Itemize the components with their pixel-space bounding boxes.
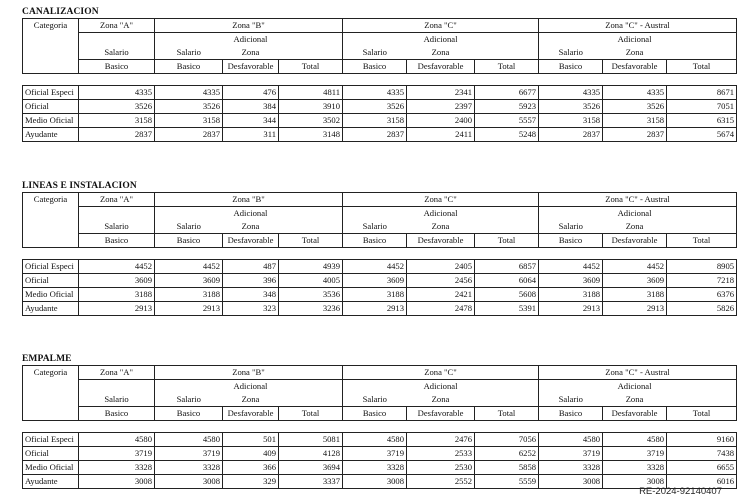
- value-cell: 5608: [475, 288, 539, 302]
- value-cell: 6315: [667, 114, 737, 128]
- header-salario: Salario: [155, 393, 223, 407]
- zone-header: Zona "C" - Austral: [539, 19, 737, 33]
- header-categoria: Categoria: [23, 193, 79, 248]
- header-salario: Salario: [155, 46, 223, 60]
- value-cell: 4128: [279, 447, 343, 461]
- header-total: Total: [475, 407, 539, 421]
- value-cell: 2478: [407, 302, 475, 316]
- value-cell: 4335: [343, 86, 407, 100]
- value-cell: 2913: [539, 302, 603, 316]
- value-cell: 2405: [407, 260, 475, 274]
- spacer-cell: [343, 248, 407, 260]
- header-blank: [475, 207, 539, 221]
- zone-header: Zona "B": [155, 193, 343, 207]
- header-blank: [475, 33, 539, 47]
- value-cell: 7438: [667, 447, 737, 461]
- header-salario: Salario: [155, 220, 223, 234]
- section-title: CANALIZACION: [22, 7, 99, 17]
- value-cell: 5858: [475, 461, 539, 475]
- header-desfavorable: Desfavorable: [603, 60, 667, 74]
- value-cell: 3328: [343, 461, 407, 475]
- spacer-cell: [475, 74, 539, 86]
- value-cell: 3188: [79, 288, 155, 302]
- value-cell: 4452: [79, 260, 155, 274]
- category-cell: Oficial Especi: [23, 433, 79, 447]
- header-adicional: Adicional: [233, 381, 268, 391]
- value-cell: 4452: [603, 260, 667, 274]
- spacer-cell: [343, 74, 407, 86]
- spacer-cell: [79, 421, 155, 433]
- value-cell: 501: [223, 433, 279, 447]
- value-cell: 6677: [475, 86, 539, 100]
- value-cell: 4005: [279, 274, 343, 288]
- value-cell: 3188: [603, 288, 667, 302]
- value-cell: 2913: [155, 302, 223, 316]
- header-desfavorable: Desfavorable: [223, 60, 279, 74]
- header-basico: Basico: [343, 60, 407, 74]
- header-desfavorable: Desfavorable: [407, 234, 475, 248]
- value-cell: 5391: [475, 302, 539, 316]
- header-basico: Basico: [155, 407, 223, 421]
- header-desfavorable: Desfavorable: [223, 234, 279, 248]
- value-cell: 476: [223, 86, 279, 100]
- header-total: Total: [279, 234, 343, 248]
- header-categoria: Categoria: [23, 366, 79, 421]
- table-row: [23, 302, 737, 316]
- header-adicional: Adicional: [423, 34, 458, 44]
- zone-header: Zona "C": [343, 366, 539, 380]
- value-cell: 3328: [603, 461, 667, 475]
- header-adicional: Adicional: [617, 208, 652, 218]
- value-cell: 3526: [539, 100, 603, 114]
- value-cell: 3719: [539, 447, 603, 461]
- zone-header: Zona "A": [79, 19, 155, 33]
- table-row: [23, 475, 737, 489]
- value-cell: 396: [223, 274, 279, 288]
- spacer-cell: [223, 421, 279, 433]
- header-basico: Basico: [155, 234, 223, 248]
- header-adicional: Adicional: [233, 34, 268, 44]
- value-cell: 7218: [667, 274, 737, 288]
- header-salario: Salario: [79, 46, 155, 60]
- header-salario: Salario: [79, 220, 155, 234]
- zone-header: Zona "C": [343, 19, 539, 33]
- zone-header: Zona "B": [155, 19, 343, 33]
- header-blank: [667, 380, 737, 394]
- header-blank: [343, 207, 407, 221]
- header-blank: [539, 380, 603, 394]
- value-cell: 9160: [667, 433, 737, 447]
- spacer-cell: [407, 74, 475, 86]
- table-row: [23, 461, 737, 475]
- spacer-cell: [279, 248, 343, 260]
- value-cell: 4335: [603, 86, 667, 100]
- header-blank: [539, 207, 603, 221]
- header-blank: [155, 207, 223, 221]
- header-blank: [475, 46, 539, 60]
- value-cell: 2552: [407, 475, 475, 489]
- header-basico: Basico: [539, 60, 603, 74]
- header-blank: [279, 33, 343, 47]
- header-desfavorable: Desfavorable: [407, 407, 475, 421]
- value-cell: 2837: [603, 128, 667, 142]
- spacer-cell: [475, 421, 539, 433]
- value-cell: 3719: [155, 447, 223, 461]
- header-blank: [343, 33, 407, 47]
- header-desfavorable: Desfavorable: [223, 407, 279, 421]
- table-row: [23, 128, 737, 142]
- header-blank: [667, 207, 737, 221]
- table-row: [23, 274, 737, 288]
- value-cell: 7056: [475, 433, 539, 447]
- value-cell: 4580: [343, 433, 407, 447]
- header-blank: [155, 33, 223, 47]
- header-total: Total: [279, 407, 343, 421]
- category-cell: Medio Oficial: [23, 461, 79, 475]
- table-row: [23, 86, 737, 100]
- value-cell: 3008: [79, 475, 155, 489]
- value-cell: 3526: [155, 100, 223, 114]
- spacer-cell: [667, 421, 737, 433]
- value-cell: 366: [223, 461, 279, 475]
- header-blank: [279, 380, 343, 394]
- spacer-cell: [475, 248, 539, 260]
- value-cell: 329: [223, 475, 279, 489]
- spacer-cell: [603, 74, 667, 86]
- category-cell: Oficial: [23, 100, 79, 114]
- header-zona: Zona: [625, 47, 644, 57]
- zone-header: Zona "C": [343, 193, 539, 207]
- spacer-cell: [407, 248, 475, 260]
- spacer-cell: [603, 248, 667, 260]
- value-cell: 3008: [343, 475, 407, 489]
- header-desfavorable: Desfavorable: [603, 407, 667, 421]
- salary-section: [22, 180, 735, 316]
- value-cell: 2476: [407, 433, 475, 447]
- value-cell: 3337: [279, 475, 343, 489]
- value-cell: 3719: [343, 447, 407, 461]
- value-cell: 3158: [539, 114, 603, 128]
- value-cell: 3719: [79, 447, 155, 461]
- header-total: Total: [279, 60, 343, 74]
- category-cell: Medio Oficial: [23, 114, 79, 128]
- value-cell: 3188: [343, 288, 407, 302]
- header-salario: Salario: [343, 393, 407, 407]
- spacer-cell: [539, 74, 603, 86]
- spacer-cell: [539, 421, 603, 433]
- header-salario: Salario: [539, 46, 603, 60]
- value-cell: 2913: [79, 302, 155, 316]
- table-row: [23, 100, 737, 114]
- value-cell: 8671: [667, 86, 737, 100]
- category-cell: Oficial Especi: [23, 86, 79, 100]
- value-cell: 4811: [279, 86, 343, 100]
- spacer-cell: [667, 248, 737, 260]
- salary-table: [22, 365, 737, 489]
- spacer-cell: [603, 421, 667, 433]
- header-salario: Salario: [539, 393, 603, 407]
- header-salario: Salario: [79, 393, 155, 407]
- value-cell: 6376: [667, 288, 737, 302]
- spacer-cell: [23, 74, 79, 86]
- value-cell: 2837: [343, 128, 407, 142]
- value-cell: 3910: [279, 100, 343, 114]
- header-basico: Basico: [79, 234, 155, 248]
- value-cell: 3694: [279, 461, 343, 475]
- spacer-cell: [79, 74, 155, 86]
- value-cell: 4939: [279, 260, 343, 274]
- zone-header: Zona "C" - Austral: [539, 193, 737, 207]
- value-cell: 6064: [475, 274, 539, 288]
- value-cell: 2530: [407, 461, 475, 475]
- table-row: [23, 447, 737, 461]
- header-total: Total: [475, 60, 539, 74]
- header-blank: [279, 207, 343, 221]
- value-cell: 487: [223, 260, 279, 274]
- header-blank: [475, 220, 539, 234]
- value-cell: 4335: [539, 86, 603, 100]
- table-row: [23, 114, 737, 128]
- header-basico: Basico: [539, 234, 603, 248]
- header-adicional: Adicional: [617, 381, 652, 391]
- header-zona: Zona: [625, 221, 644, 231]
- header-blank: [667, 220, 737, 234]
- category-cell: Oficial: [23, 447, 79, 461]
- header-adicional: Adicional: [423, 208, 458, 218]
- header-blank: [279, 220, 343, 234]
- header-desfavorable: Desfavorable: [407, 60, 475, 74]
- value-cell: 6016: [667, 475, 737, 489]
- header-zona: Zona: [431, 221, 450, 231]
- header-adicional: Adicional: [233, 208, 268, 218]
- value-cell: 3148: [279, 128, 343, 142]
- category-cell: Oficial: [23, 274, 79, 288]
- value-cell: 2421: [407, 288, 475, 302]
- value-cell: 3328: [79, 461, 155, 475]
- value-cell: 311: [223, 128, 279, 142]
- spacer-cell: [79, 248, 155, 260]
- value-cell: 4580: [155, 433, 223, 447]
- section-title: LINEAS E INSTALACION: [22, 181, 137, 191]
- header-total: Total: [667, 407, 737, 421]
- zone-header: Zona "C" - Austral: [539, 366, 737, 380]
- value-cell: 3609: [343, 274, 407, 288]
- value-cell: 3609: [79, 274, 155, 288]
- header-basico: Basico: [539, 407, 603, 421]
- value-cell: 5081: [279, 433, 343, 447]
- spacer-cell: [155, 421, 223, 433]
- spacer-cell: [279, 74, 343, 86]
- header-salario: Salario: [343, 46, 407, 60]
- category-cell: Ayudante: [23, 302, 79, 316]
- value-cell: 3609: [155, 274, 223, 288]
- value-cell: 384: [223, 100, 279, 114]
- value-cell: 409: [223, 447, 279, 461]
- header-blank: [79, 207, 155, 221]
- header-basico: Basico: [343, 234, 407, 248]
- value-cell: 4580: [539, 433, 603, 447]
- spacer-cell: [667, 74, 737, 86]
- header-blank: [279, 393, 343, 407]
- value-cell: 5559: [475, 475, 539, 489]
- value-cell: 7051: [667, 100, 737, 114]
- value-cell: 3236: [279, 302, 343, 316]
- value-cell: 348: [223, 288, 279, 302]
- value-cell: 3008: [155, 475, 223, 489]
- spacer-cell: [343, 421, 407, 433]
- value-cell: 6655: [667, 461, 737, 475]
- value-cell: 3158: [155, 114, 223, 128]
- value-cell: 3502: [279, 114, 343, 128]
- value-cell: 5674: [667, 128, 737, 142]
- category-cell: Ayudante: [23, 475, 79, 489]
- spacer-cell: [279, 421, 343, 433]
- header-basico: Basico: [79, 407, 155, 421]
- header-zona: Zona: [431, 394, 450, 404]
- salary-table: [22, 192, 737, 316]
- salary-section: [22, 353, 735, 489]
- value-cell: 8905: [667, 260, 737, 274]
- value-cell: 2400: [407, 114, 475, 128]
- value-cell: 4580: [603, 433, 667, 447]
- header-blank: [475, 393, 539, 407]
- value-cell: 2913: [343, 302, 407, 316]
- spacer-cell: [407, 421, 475, 433]
- header-adicional: Adicional: [617, 34, 652, 44]
- value-cell: 3719: [603, 447, 667, 461]
- value-cell: 6252: [475, 447, 539, 461]
- header-blank: [539, 33, 603, 47]
- header-blank: [667, 393, 737, 407]
- value-cell: 4452: [155, 260, 223, 274]
- header-basico: Basico: [343, 407, 407, 421]
- header-blank: [279, 46, 343, 60]
- value-cell: 3536: [279, 288, 343, 302]
- value-cell: 2411: [407, 128, 475, 142]
- value-cell: 6857: [475, 260, 539, 274]
- document-reference-stamp: RE-2024-92140407: [639, 486, 722, 497]
- value-cell: 3526: [603, 100, 667, 114]
- category-cell: Ayudante: [23, 128, 79, 142]
- value-cell: 3526: [79, 100, 155, 114]
- header-blank: [155, 380, 223, 394]
- category-cell: Oficial Especi: [23, 260, 79, 274]
- value-cell: 4335: [155, 86, 223, 100]
- spacer-cell: [155, 74, 223, 86]
- value-cell: 2837: [155, 128, 223, 142]
- table-row: [23, 288, 737, 302]
- zone-header: Zona "A": [79, 366, 155, 380]
- header-zona: Zona: [241, 221, 260, 231]
- spacer-cell: [23, 421, 79, 433]
- value-cell: 3526: [343, 100, 407, 114]
- header-blank: [667, 33, 737, 47]
- header-salario: Salario: [343, 220, 407, 234]
- header-blank: [79, 33, 155, 47]
- table-row: [23, 260, 737, 274]
- header-categoria: Categoria: [23, 19, 79, 74]
- header-total: Total: [475, 234, 539, 248]
- spacer-cell: [223, 248, 279, 260]
- value-cell: 4335: [79, 86, 155, 100]
- value-cell: 2397: [407, 100, 475, 114]
- value-cell: 3188: [539, 288, 603, 302]
- value-cell: 2913: [603, 302, 667, 316]
- section-title: EMPALME: [22, 354, 72, 364]
- value-cell: 3158: [603, 114, 667, 128]
- value-cell: 3188: [155, 288, 223, 302]
- value-cell: 3008: [603, 475, 667, 489]
- value-cell: 5557: [475, 114, 539, 128]
- value-cell: 3328: [539, 461, 603, 475]
- value-cell: 4452: [343, 260, 407, 274]
- value-cell: 4580: [79, 433, 155, 447]
- spacer-cell: [155, 248, 223, 260]
- zone-header: Zona "A": [79, 193, 155, 207]
- value-cell: 5248: [475, 128, 539, 142]
- value-cell: 5826: [667, 302, 737, 316]
- header-blank: [343, 380, 407, 394]
- header-total: Total: [667, 234, 737, 248]
- header-zona: Zona: [241, 47, 260, 57]
- value-cell: 344: [223, 114, 279, 128]
- spacer-cell: [23, 248, 79, 260]
- header-blank: [79, 380, 155, 394]
- salary-table: [22, 18, 737, 142]
- header-zona: Zona: [625, 394, 644, 404]
- spacer-cell: [223, 74, 279, 86]
- header-basico: Basico: [155, 60, 223, 74]
- value-cell: 323: [223, 302, 279, 316]
- header-blank: [475, 380, 539, 394]
- header-adicional: Adicional: [423, 381, 458, 391]
- header-salario: Salario: [539, 220, 603, 234]
- header-zona: Zona: [431, 47, 450, 57]
- value-cell: 3008: [539, 475, 603, 489]
- value-cell: 3158: [79, 114, 155, 128]
- header-blank: [667, 46, 737, 60]
- category-cell: Medio Oficial: [23, 288, 79, 302]
- value-cell: 4452: [539, 260, 603, 274]
- value-cell: 2341: [407, 86, 475, 100]
- value-cell: 2533: [407, 447, 475, 461]
- header-total: Total: [667, 60, 737, 74]
- header-zona: Zona: [241, 394, 260, 404]
- salary-section: [22, 6, 735, 142]
- value-cell: 2837: [539, 128, 603, 142]
- header-basico: Basico: [79, 60, 155, 74]
- value-cell: 3158: [343, 114, 407, 128]
- table-row: [23, 433, 737, 447]
- spacer-cell: [539, 248, 603, 260]
- value-cell: 3609: [539, 274, 603, 288]
- header-desfavorable: Desfavorable: [603, 234, 667, 248]
- value-cell: 3609: [603, 274, 667, 288]
- value-cell: 5923: [475, 100, 539, 114]
- value-cell: 3328: [155, 461, 223, 475]
- value-cell: 2837: [79, 128, 155, 142]
- zone-header: Zona "B": [155, 366, 343, 380]
- value-cell: 2456: [407, 274, 475, 288]
